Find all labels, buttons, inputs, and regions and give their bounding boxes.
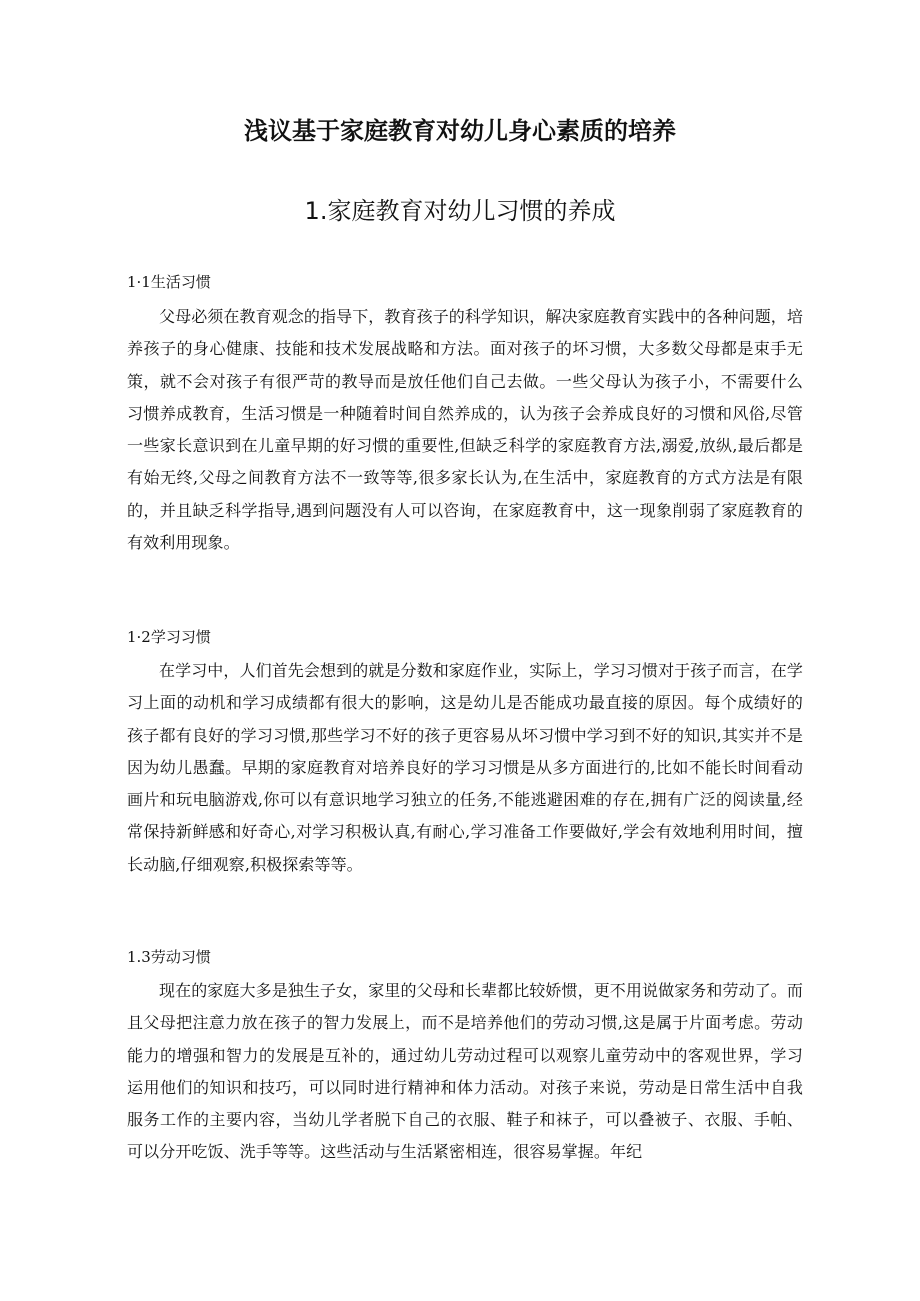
document-title: 浅议基于家庭教育对幼儿身心素质的培养 [244, 117, 676, 145]
subsection-heading-study-habits: 1·2学习习惯 [127, 628, 211, 646]
section-title: 1.家庭教育对幼儿习惯的养成 [304, 197, 616, 225]
paragraph-living-habits: 父母必须在教育观念的指导下，教育孩子的科学知识，解决家庭教育实践中的各种问题，培养孩子的身心健康、技能和技术发展战略和方法。面对孩子的坏习惯，大多数父母都是束手无策，就不会对孩子有很严苛的教导而是放任他们自己去做。一些父母认为孩子小，不需要什么习惯养成教育，生活习惯是一种随着时间自然养成的，认为孩子会养成良好的习惯和风俗,尽管一些家长意识到在儿童早期的好习惯的重要性,但缺乏科学的家庭教育方法,溺爱,放纵,最后都是有始无终,父母之间教育方法不一致等等,很多家长认为,在生活中，家庭教育的方式方法是有限的，并且缺乏科学指导,遇到问题没有人可以咨询，在家庭教育中，这一现象削弱了家庭教育的有效利用现象。 [127, 307, 804, 553]
subsection-heading-labor-habits: 1.3劳动习惯 [127, 948, 211, 966]
paragraph-labor-habits: 现在的家庭大多是独生子女，家里的父母和长辈都比较娇惯，更不用说做家务和劳动了。而且父母把注意力放在孩子的智力发展上，而不是培养他们的劳动习惯,这是属于片面考虑。劳动能力的增强和智力的发展是互补的，通过幼儿劳动过程可以观察儿童劳动中的客观世界，学习运用他们的知识和技巧，可以同时进行精神和体力活动。对孩子来说，劳动是日常生活中自我服务工作的主要内容，当幼儿学者脱下自己的衣服、鞋子和袜子，可以叠被子、衣服、手帕、可以分开吃饭、洗手等等。这些活动与生活紧密相连，很容易掌握。年纪 [127, 981, 804, 1162]
paragraph-study-habits: 在学习中，人们首先会想到的就是分数和家庭作业，实际上，学习习惯对于孩子而言，在学习上面的动机和学习成绩都有很大的影响，这是幼儿是否能成功最直接的原因。每个成绩好的孩子都有良好的学习习惯,那些学习不好的孩子更容易从坏习惯中学习到不好的知识,其实并不是因为幼儿愚蠢。早期的家庭教育对培养良好的学习习惯是从多方面进行的,比如不能长时间看动画片和玩电脑游戏,你可以有意识地学习独立的任务,不能逃避困难的存在,拥有广泛的阅读量,经常保持新鲜感和好奇心,对学习积极认真,有耐心,学习准备工作要做好,学会有效地利用时间，擅长动脑,仔细观察,积极探索等等。 [127, 661, 804, 874]
subsection-heading-living-habits: 1·1生活习惯 [127, 273, 211, 291]
